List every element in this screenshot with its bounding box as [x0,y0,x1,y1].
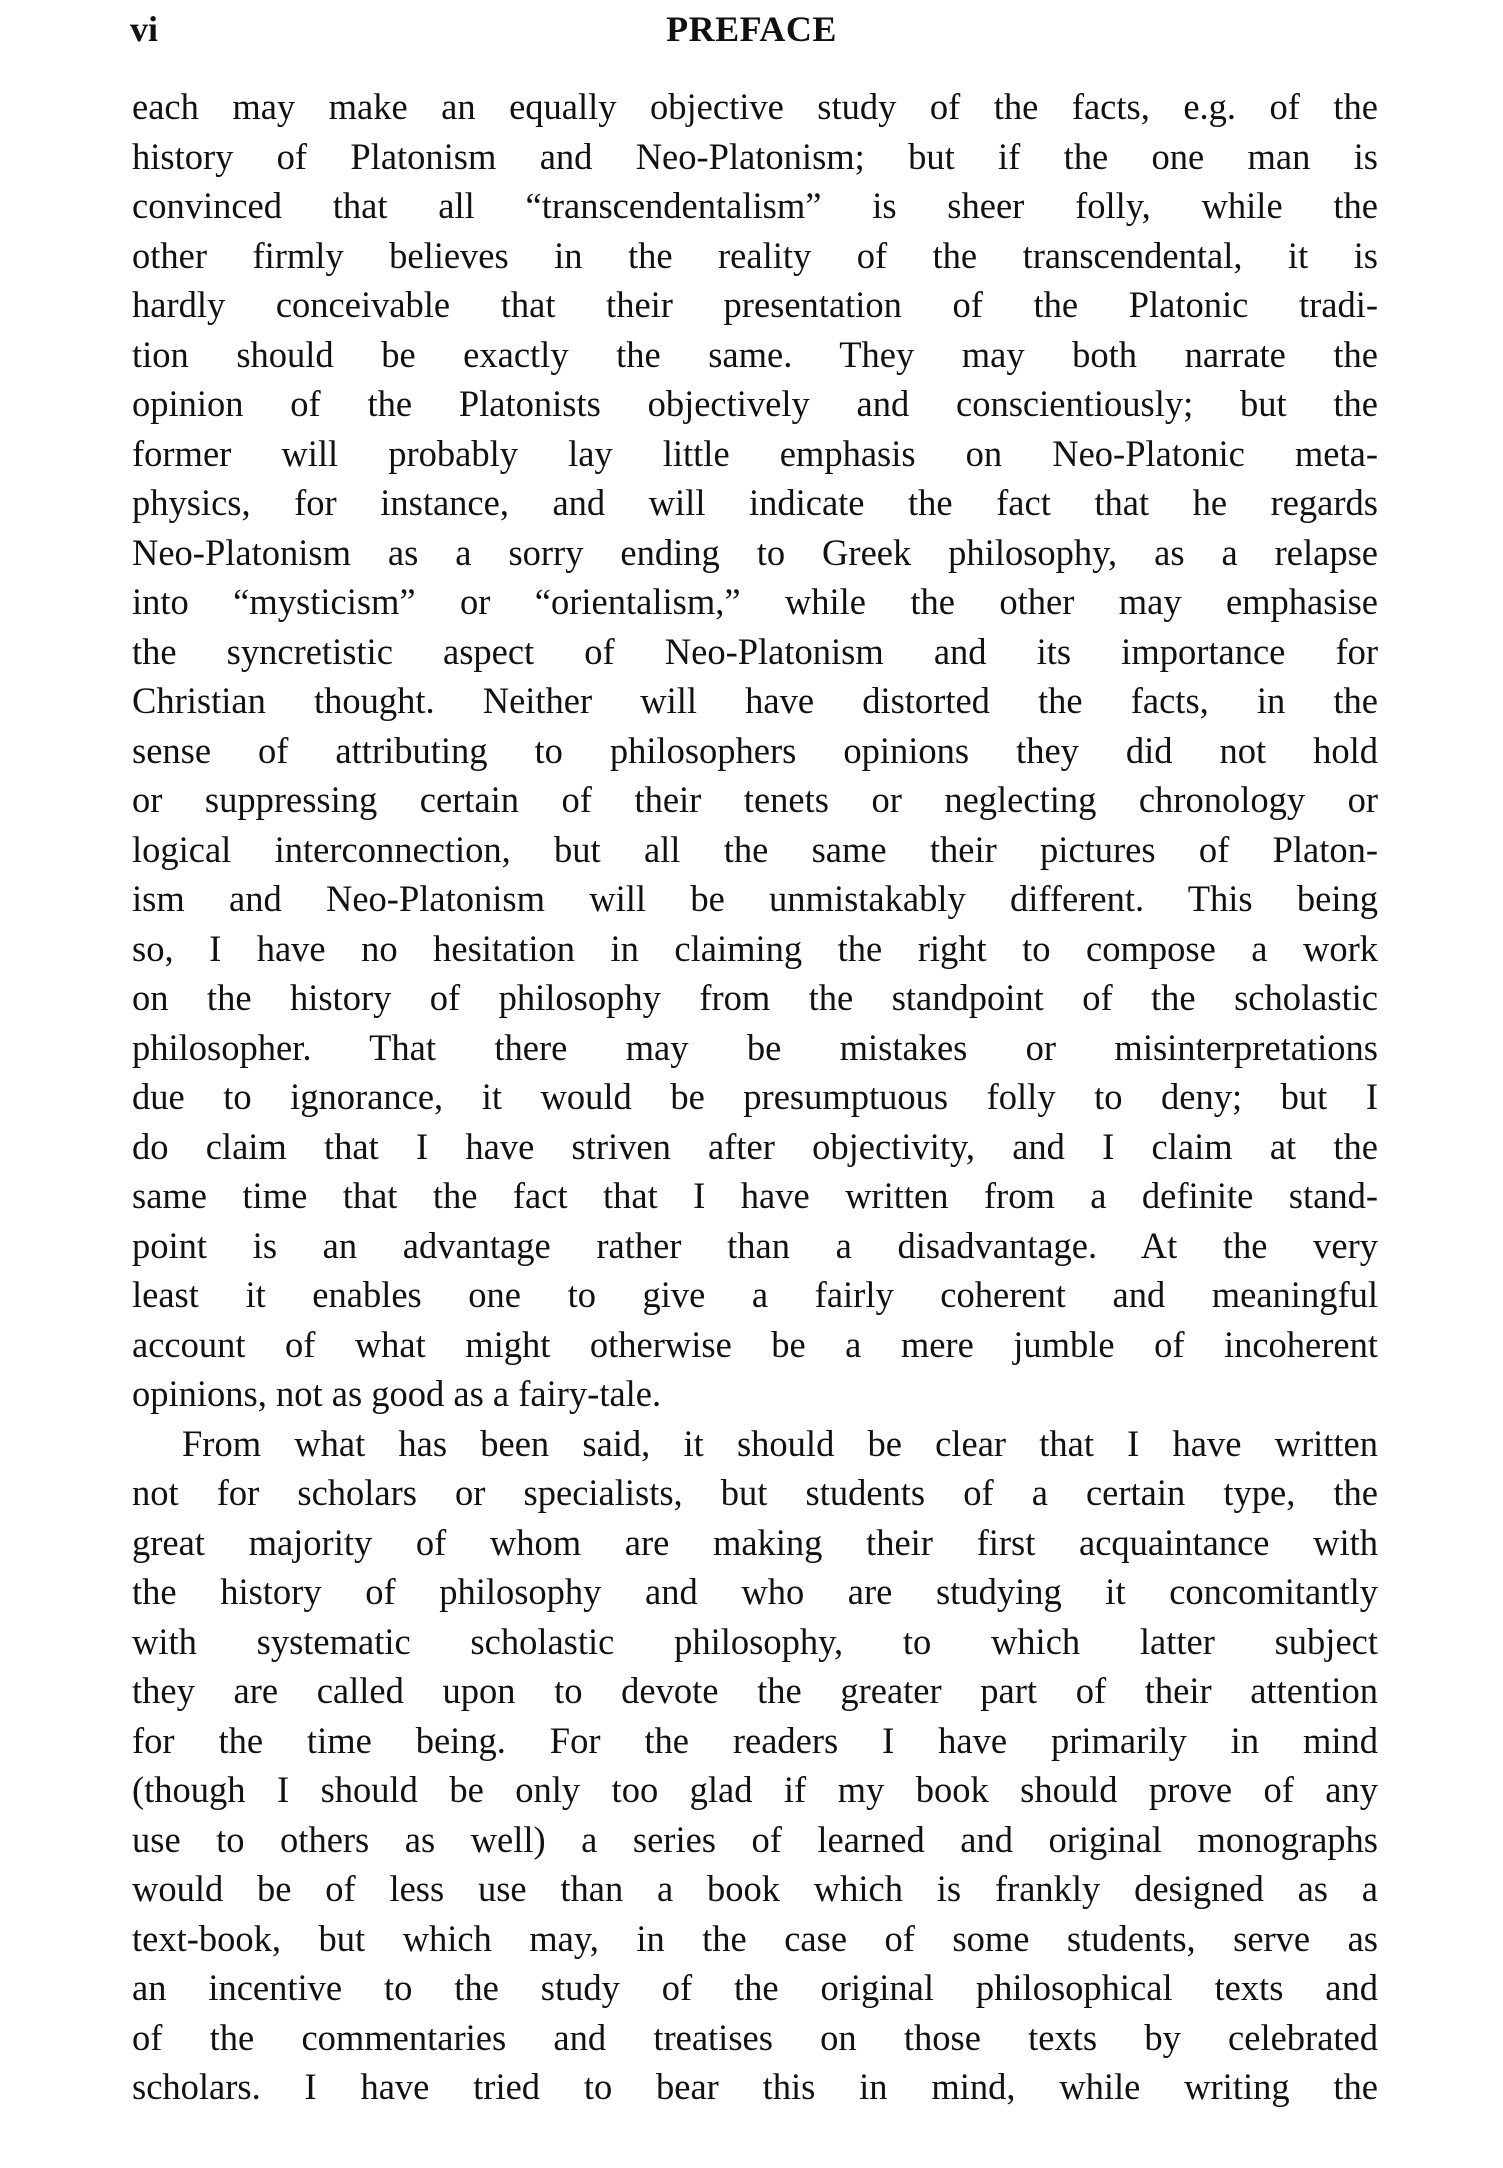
paragraph-end-line: opinions, not as good as a fairy-tale. [132,1373,662,1414]
text-line: ism and Neo-Platonism will be unmistakably different. This being [132,878,1378,919]
text-line: point is an advantage rather than a disadvantage. At the very [132,1224,1378,1266]
text-line: so, I have no hesitation in claiming the right to compose a work [132,927,1378,969]
text-line: or suppressing certain of their tenets or neglecting chronology or [132,779,1378,820]
text-line: former will probably lay little emphasis on Neo-Platonic meta- [132,432,1378,474]
text-line: the syncretistic aspect of Neo-Platonism and its importance for [132,630,1378,672]
text-line: Christian thought. Neither will have distorted the facts, in the [132,680,1378,721]
page-number: vi [130,9,159,49]
running-head: PREFACE [666,9,837,49]
text-line: use to others as well) a series of learned and original monographs [132,1818,1378,1860]
text-line: great majority of whom are making their first acquaintance with [132,1521,1378,1563]
body-text [132,82,1378,2112]
text-line: philosopher. That there may be mistakes or misinterpretations [132,1026,1378,1068]
text-line: account of what might otherwise be a mere jumble of incoherent [132,1323,1378,1365]
text-line: not for scholars or specialists, but students of a certain type, the [132,1472,1378,1513]
page-header [0,2,1503,58]
text-line: (though I should be only too glad if my book should prove of any [132,1769,1378,1810]
text-line: logical interconnection, but all the same their pictures of Platon- [132,828,1378,870]
text-line: would be of less use than a book which is frankly designed as a [132,1868,1378,1909]
text-line: for the time being. For the readers I have primarily in mind [132,1719,1378,1761]
text-line: tion should be exactly the same. They may both narrate the [132,333,1378,375]
text-line: on the history of philosophy from the standpoint of the scholastic [132,977,1378,1018]
text-line: due to ignorance, it would be presumptuous folly to deny; but I [132,1076,1378,1117]
text-line: into “mysticism” or “orientalism,” while the other may emphasise [132,581,1378,622]
text-line: do claim that I have striven after objectivity, and I claim at the [132,1125,1378,1167]
text-line: they are called upon to devote the greater part of their attention [132,1670,1378,1711]
text-line: text-book, but which may, in the case of some students, serve as [132,1917,1378,1959]
text-line: of the commentaries and treatises on those texts by celebrated [132,2016,1378,2058]
text-line: least it enables one to give a fairly coherent and meaningful [132,1274,1378,1315]
text-line: sense of attributing to philosophers opinions they did not hold [132,729,1378,771]
text-line: with systematic scholastic philosophy, to which latter subject [132,1620,1378,1662]
text-line: Neo-Platonism as a sorry ending to Greek philosophy, as a relapse [132,531,1378,573]
text-line: the history of philosophy and who are studying it concomitantly [132,1571,1378,1612]
text-line: hardly conceivable that their presentation of the Platonic tradi- [132,284,1378,325]
text-line: scholars. I have tried to bear this in mind, while writing the [132,2066,1378,2107]
text-line: history of Platonism and Neo-Platonism; but if the one man is [132,135,1378,177]
text-line: same time that the fact that I have written from a definite stand- [132,1175,1378,1216]
paragraph-start-line: From what has been said, it should be clear that I have written [182,1422,1378,1464]
text-line: convinced that all “transcendentalism” is sheer folly, while the [132,185,1378,226]
text-line: an incentive to the study of the original philosophical texts and [132,1967,1378,2008]
text-line: other firmly believes in the reality of the transcendental, it is [132,234,1378,276]
text-line: opinion of the Platonists objectively and conscientiously; but the [132,383,1378,424]
text-line: physics, for instance, and will indicate the fact that he regards [132,482,1378,523]
text-line: each may make an equally objective study of the facts, e.g. of the [132,86,1378,127]
